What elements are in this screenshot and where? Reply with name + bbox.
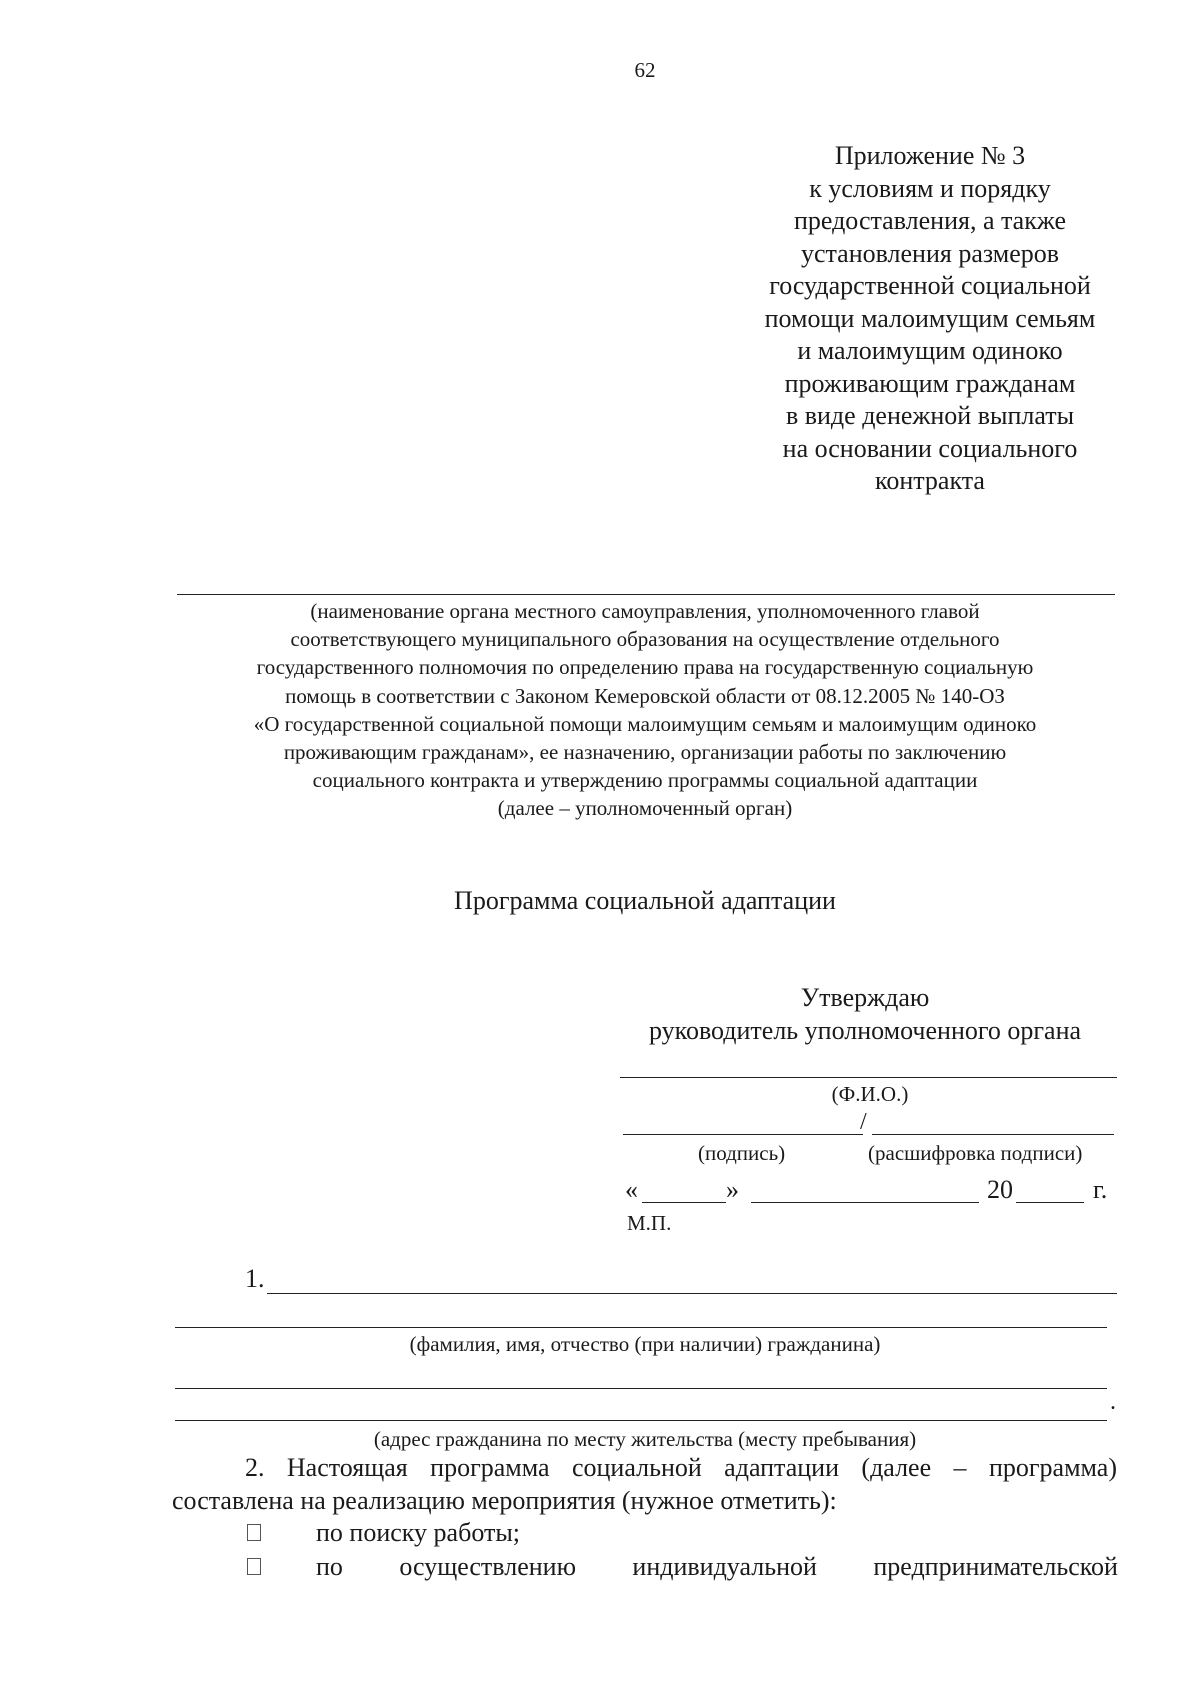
citizen-name-field-continued[interactable] xyxy=(175,1327,1107,1328)
date-day-field[interactable] xyxy=(642,1202,726,1203)
annex-line: контракта xyxy=(875,466,985,495)
annex-line: предоставления, а также xyxy=(793,206,1067,235)
word: 2. xyxy=(245,1453,265,1482)
org-name-caption xyxy=(150,597,1140,823)
signature-decode-field[interactable] xyxy=(872,1134,1114,1135)
fio-caption: (Ф.И.О.) xyxy=(831,1082,909,1106)
annex-line: установления размеров xyxy=(800,238,1060,268)
caption-line: соответствующего муниципального образования на осуществление отдельного xyxy=(290,627,1000,652)
date-open-quote: « xyxy=(625,1175,638,1204)
option-entrepreneurship-label xyxy=(316,1552,1118,1582)
word: по xyxy=(316,1552,343,1581)
caption-line: помощь в соответствии с Законом Кемеровской области от 08.12.2005 № 140-ОЗ xyxy=(285,683,1005,708)
caption-line: социального контракта и утверждению программы социальной адаптации xyxy=(312,768,978,793)
signature-slash: / xyxy=(860,1109,867,1135)
word: Настоящая xyxy=(286,1453,408,1482)
year-prefix: 20 xyxy=(987,1175,1013,1204)
annex-line: проживающим гражданам xyxy=(784,368,1076,398)
date-month-field[interactable] xyxy=(751,1202,979,1203)
caption-line: государственного полномочия по определению права на государственную социальную xyxy=(256,655,1034,680)
word: – xyxy=(953,1453,967,1482)
word: адаптации xyxy=(724,1453,840,1482)
item-2-line-1 xyxy=(245,1453,1117,1483)
address-period: . xyxy=(1110,1389,1116,1415)
date-close-quote: » xyxy=(726,1175,739,1204)
item-1-number: 1. xyxy=(245,1264,265,1293)
caption-line: (наименование органа местного самоуправления, уполномоченного главой xyxy=(310,599,980,623)
caption-line: проживающим гражданам», ее назначению, организации работы по заключению xyxy=(283,740,1007,765)
year-suffix: г. xyxy=(1093,1175,1108,1204)
word: предпринимательской xyxy=(873,1552,1118,1581)
word: (далее xyxy=(861,1453,932,1482)
word: социальной xyxy=(571,1453,702,1482)
citizen-address-caption: (адрес гражданина по месту жительства (месту пребывания) xyxy=(373,1427,917,1451)
stamp-label: М.П. xyxy=(627,1211,672,1235)
annex-line: помощи малоимущим семьям xyxy=(764,303,1096,333)
word: программа) xyxy=(988,1453,1117,1482)
annex-line: Приложение № 3 xyxy=(834,141,1026,170)
checkbox-icon xyxy=(247,1524,261,1541)
year-field[interactable] xyxy=(1016,1202,1084,1203)
annex-line: государственной социальной xyxy=(769,271,1091,300)
option-job-search-checkbox[interactable] xyxy=(247,1524,261,1546)
fio-field[interactable] xyxy=(620,1077,1117,1078)
org-name-field[interactable] xyxy=(177,594,1115,595)
annex-line: и малоимущим одиноко xyxy=(797,336,1063,365)
approval-role: руководитель уполномоченного органа xyxy=(648,1016,1082,1045)
annex-line: на основании социального xyxy=(782,433,1078,463)
citizen-address-field-continued[interactable] xyxy=(175,1420,1107,1421)
item-2-line-2: составлена на реализацию мероприятия (нужное отметить): xyxy=(172,1486,837,1515)
citizen-name-caption: (фамилия, имя, отчество (при наличии) гражданина) xyxy=(409,1332,881,1356)
caption-line: «О государственной социальной помощи малоимущим семьям и малоимущим одиноко xyxy=(253,711,1037,736)
word: программа xyxy=(430,1453,550,1482)
approval-heading: Утверждаю xyxy=(800,983,930,1012)
page-number: 62 xyxy=(634,58,656,82)
checkbox-icon xyxy=(247,1558,261,1575)
option-entrepreneurship-checkbox[interactable] xyxy=(247,1558,261,1580)
annex-header xyxy=(740,140,1120,498)
option-job-search-label: по поиску работы; xyxy=(316,1518,521,1547)
word: осуществлению xyxy=(399,1552,576,1581)
caption-line: (далее – уполномоченный орган) xyxy=(497,796,793,821)
signature-decode-caption: (расшифровка подписи) xyxy=(868,1141,1083,1165)
signature-field[interactable] xyxy=(623,1134,863,1135)
citizen-address-field[interactable] xyxy=(175,1388,1107,1389)
signature-caption: (подпись) xyxy=(698,1141,786,1165)
annex-line: к условиям и порядку xyxy=(809,173,1051,203)
citizen-name-field[interactable] xyxy=(267,1293,1117,1294)
word: индивидуальной xyxy=(632,1552,817,1581)
annex-line: в виде денежной выплаты xyxy=(785,401,1075,430)
program-title: Программа социальной адаптации xyxy=(454,886,836,915)
